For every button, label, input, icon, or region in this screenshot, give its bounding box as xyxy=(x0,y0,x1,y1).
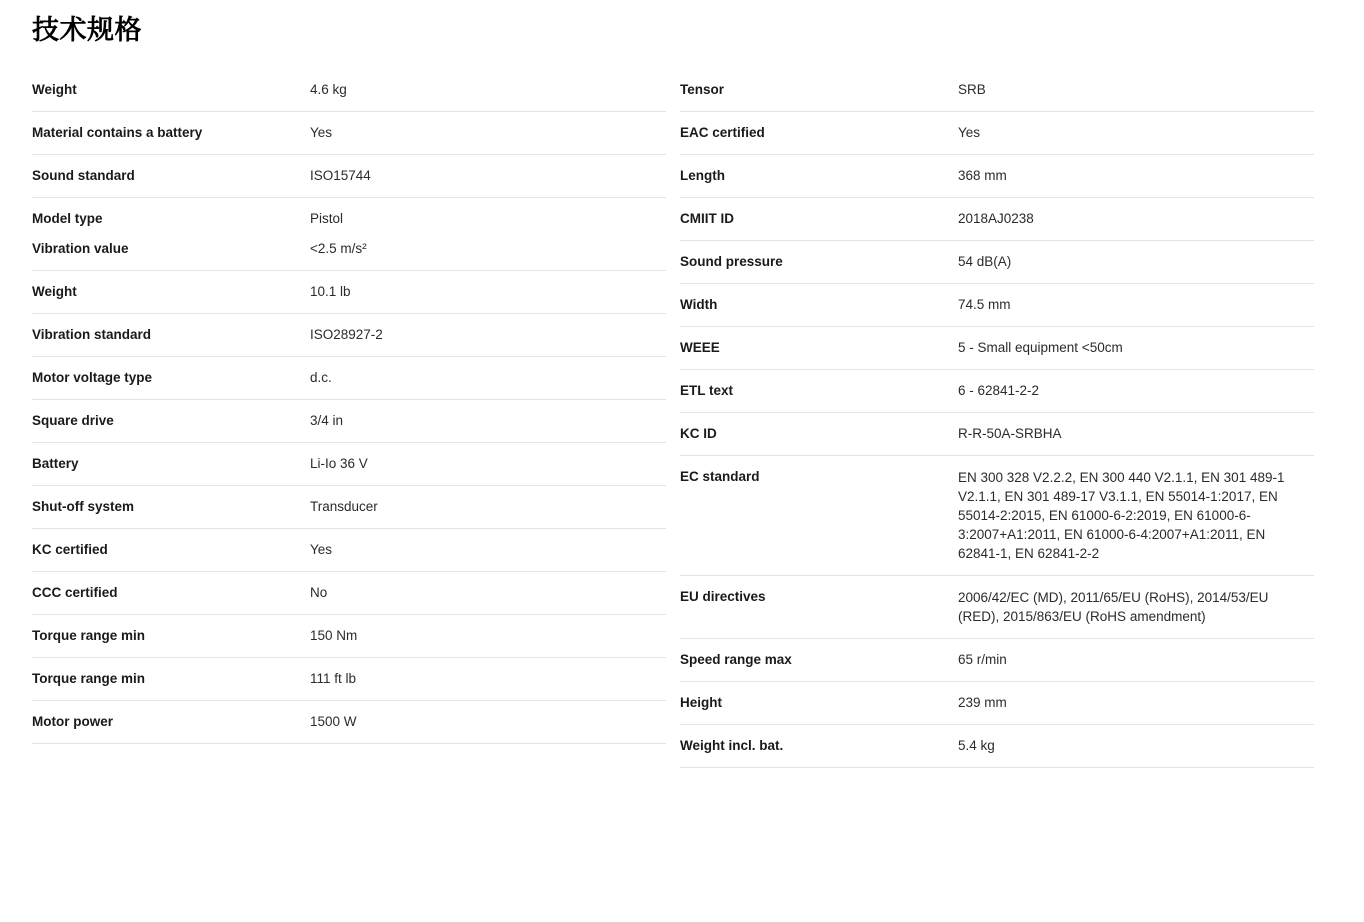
spec-value: 239 mm xyxy=(958,695,1007,710)
spec-label: Vibration value xyxy=(32,241,129,256)
spec-label: Width xyxy=(680,297,718,312)
spec-label: Height xyxy=(680,695,722,710)
spec-value: ISO15744 xyxy=(310,168,371,183)
table-row xyxy=(680,725,1314,768)
table-row xyxy=(32,572,666,615)
spec-value: 5.4 kg xyxy=(958,738,995,753)
table-row xyxy=(32,155,666,198)
spec-label: CCC certified xyxy=(32,585,118,600)
spec-value: 5 - Small equipment <50cm xyxy=(958,340,1123,355)
spec-value: Transducer xyxy=(310,499,378,514)
spec-value: 368 mm xyxy=(958,168,1007,183)
spec-label: Speed range max xyxy=(680,652,792,667)
spec-label: CMIIT ID xyxy=(680,211,734,226)
table-row xyxy=(32,658,666,701)
spec-value: SRB xyxy=(958,82,986,97)
spec-value: 54 dB(A) xyxy=(958,254,1012,269)
spec-value: ISO28927-2 xyxy=(310,327,383,342)
spec-value: 1500 W xyxy=(310,714,357,729)
table-row xyxy=(32,112,666,155)
spec-label: Model type xyxy=(32,211,103,226)
spec-value: No xyxy=(310,585,328,600)
table-row xyxy=(680,241,1314,284)
table-row xyxy=(680,682,1314,725)
spec-value: 3/4 in xyxy=(310,413,344,428)
spec-label: Battery xyxy=(32,456,79,471)
spec-value: R-R-50A-SRBHA xyxy=(958,426,1062,441)
spec-label: Weight incl. bat. xyxy=(680,738,784,753)
spec-label: Weight xyxy=(32,82,77,97)
spec-value: 2006/42/EC (MD), 2011/65/EU (RoHS), 2014/53/EU (RED), 2015/863/EU (RoHS amendment) xyxy=(958,590,1269,624)
spec-value: EN 300 328 V2.2.2, EN 300 440 V2.1.1, EN 301 489-1 V2.1.1, EN 301 489-17 V3.1.1, EN 55014-1:2017, EN 55014-2:2015, EN 61000-6-2:2019, EN 61000-6-3:2007+A1:2011, EN 61000-6-4:2007+A1:2011, EN 62841-1, EN 62841-2-2 xyxy=(958,470,1285,561)
spec-label: Length xyxy=(680,168,725,183)
table-row xyxy=(32,234,666,271)
spec-value: Yes xyxy=(310,542,333,557)
spec-label: Shut-off system xyxy=(32,499,135,514)
spec-label: WEEE xyxy=(680,340,720,355)
table-row xyxy=(32,271,666,314)
spec-label: Material contains a battery xyxy=(32,125,203,140)
table-row xyxy=(32,529,666,572)
page-title: 技术规格 xyxy=(32,15,142,45)
spec-value: Yes xyxy=(310,125,333,140)
table-row xyxy=(680,155,1314,198)
spec-value: d.c. xyxy=(310,370,332,385)
spec-value: 74.5 mm xyxy=(958,297,1011,312)
table-row xyxy=(32,486,666,529)
spec-label: Motor voltage type xyxy=(32,370,153,385)
spec-label: KC ID xyxy=(680,426,717,441)
table-row xyxy=(680,576,1314,639)
spec-label: EC standard xyxy=(680,469,760,484)
spec-value: 10.1 lb xyxy=(310,284,351,299)
spec-label: Torque range min xyxy=(32,628,146,643)
spec-label: KC certified xyxy=(32,542,108,557)
spec-value: 6 - 62841-2-2 xyxy=(958,383,1040,398)
table-row xyxy=(32,615,666,658)
spec-value: Li-Io 36 V xyxy=(310,456,368,471)
spec-label: EU directives xyxy=(680,589,766,604)
spec-value: 111 ft lb xyxy=(310,671,357,686)
spec-label: EAC certified xyxy=(680,125,765,140)
spec-label: Tensor xyxy=(680,82,725,97)
specifications-left-column xyxy=(32,69,666,744)
table-row xyxy=(680,456,1314,576)
spec-value: Pistol xyxy=(310,211,344,226)
spec-label: Sound standard xyxy=(32,168,135,183)
table-row xyxy=(680,284,1314,327)
spec-label: Square drive xyxy=(32,413,114,428)
spec-value: Yes xyxy=(958,125,981,140)
table-row xyxy=(680,413,1314,456)
specifications-right-column xyxy=(680,69,1314,768)
table-row xyxy=(680,198,1314,241)
spec-value: 2018AJ0238 xyxy=(958,211,1034,226)
spec-value: 150 Nm xyxy=(310,628,358,643)
spec-value: 65 r/min xyxy=(958,652,1007,667)
table-row xyxy=(32,198,666,234)
spec-value: 4.6 kg xyxy=(310,82,347,97)
spec-value: <2.5 m/s² xyxy=(310,241,367,256)
spec-label: Sound pressure xyxy=(680,254,783,269)
table-row xyxy=(680,327,1314,370)
table-row xyxy=(680,69,1314,112)
spec-label: Weight xyxy=(32,284,77,299)
table-row xyxy=(32,357,666,400)
spec-label: ETL text xyxy=(680,383,734,398)
table-row xyxy=(32,314,666,357)
table-row xyxy=(680,112,1314,155)
table-row xyxy=(32,69,666,112)
specifications-columns xyxy=(32,69,1332,768)
table-row xyxy=(32,443,666,486)
table-row xyxy=(680,370,1314,413)
table-row xyxy=(32,400,666,443)
spec-label: Vibration standard xyxy=(32,327,152,342)
table-row xyxy=(32,701,666,744)
table-row xyxy=(680,639,1314,682)
spec-label: Torque range min xyxy=(32,671,146,686)
spec-label: Motor power xyxy=(32,714,113,729)
